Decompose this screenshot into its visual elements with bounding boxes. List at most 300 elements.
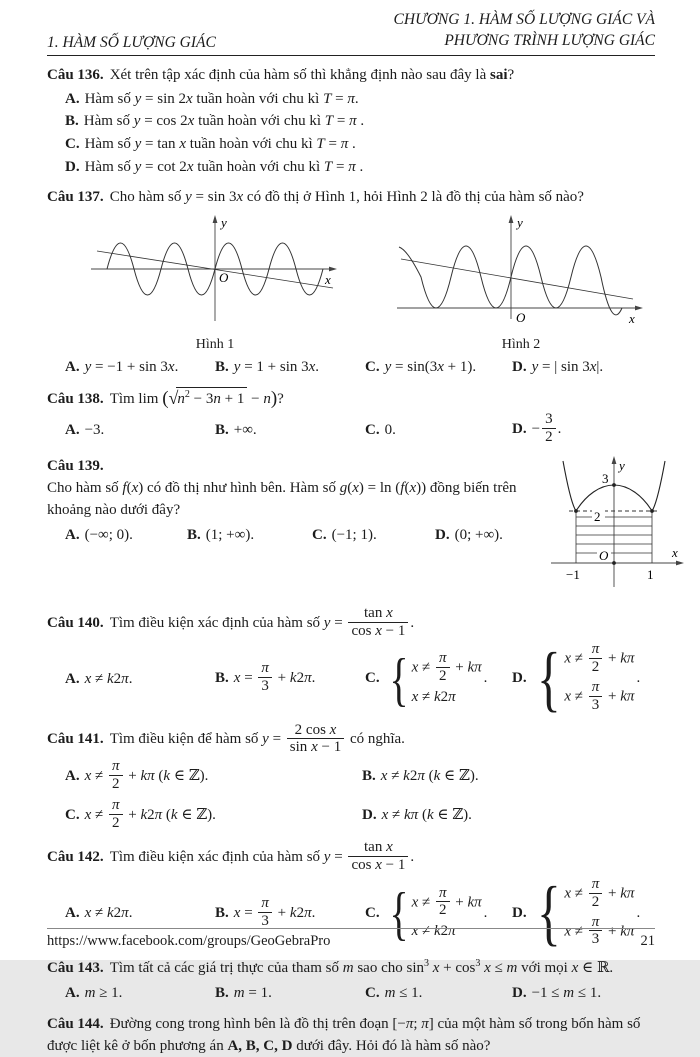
option-label: A. bbox=[65, 767, 80, 784]
options-list bbox=[47, 523, 529, 547]
math-var: kπ bbox=[140, 767, 155, 784]
text-run: 2 bbox=[545, 429, 553, 446]
math-var: m bbox=[384, 985, 396, 1002]
text-run: ≠ bbox=[91, 806, 107, 823]
text-run: = bbox=[332, 158, 349, 175]
option-label: A. bbox=[65, 905, 80, 922]
denominator bbox=[258, 912, 272, 930]
text-run: ≠ bbox=[571, 651, 587, 668]
option-label: C. bbox=[65, 806, 80, 823]
option-text bbox=[332, 527, 377, 543]
math-var: x bbox=[564, 885, 572, 902]
text-run: Tìm điều kiện xác định của hàm số bbox=[109, 614, 324, 631]
text-run: . bbox=[410, 849, 415, 866]
text-run: ≠ bbox=[388, 807, 404, 824]
math-var: y bbox=[262, 731, 269, 748]
option-text bbox=[382, 807, 472, 823]
math-var: π bbox=[417, 768, 425, 785]
figure-hinh-1 bbox=[87, 211, 343, 353]
math-var: x bbox=[571, 960, 579, 977]
y-axis-label: y bbox=[517, 215, 523, 231]
big-paren: ( bbox=[162, 388, 169, 410]
text-run: ? bbox=[277, 391, 284, 408]
math-var: k bbox=[107, 905, 114, 922]
numerator bbox=[436, 650, 450, 667]
text-run: có nghĩa. bbox=[346, 731, 405, 748]
fraction bbox=[109, 797, 123, 832]
math-var: π bbox=[261, 894, 269, 911]
text-run: = bbox=[240, 904, 257, 921]
bold-text: A, B, C, D bbox=[227, 1038, 293, 1055]
option-b bbox=[215, 981, 365, 1005]
option-label: D. bbox=[512, 669, 527, 686]
option-b bbox=[215, 418, 365, 442]
math-var: x bbox=[484, 960, 491, 977]
math-var: kπ bbox=[467, 659, 482, 676]
text-run: + bbox=[273, 904, 290, 921]
math-var: π bbox=[591, 913, 600, 930]
text-run: = bbox=[268, 731, 285, 748]
fraction bbox=[348, 839, 408, 874]
math-var: k bbox=[140, 806, 148, 823]
fraction bbox=[287, 722, 344, 757]
text-run: với mọi bbox=[517, 960, 572, 977]
text-run: ( bbox=[154, 767, 164, 784]
question-text bbox=[109, 839, 415, 874]
math-var: x bbox=[167, 359, 175, 376]
text-run: 2 bbox=[112, 814, 120, 831]
figures-row bbox=[47, 208, 655, 353]
math-var: x bbox=[233, 904, 241, 921]
text-run: . bbox=[356, 113, 365, 130]
math-var: x bbox=[233, 669, 241, 686]
option-a bbox=[65, 523, 187, 547]
text-run: dưới đây. Hỏi đó là hàm số nào? bbox=[292, 1038, 491, 1055]
text-run: = 1. bbox=[244, 985, 272, 1002]
option-text bbox=[234, 422, 257, 438]
math-var: x bbox=[236, 189, 244, 206]
numerator bbox=[258, 895, 272, 912]
math-var: x bbox=[84, 767, 92, 784]
numerator bbox=[436, 885, 450, 902]
question-stem bbox=[47, 606, 655, 641]
cases-rows bbox=[564, 642, 634, 714]
math-var: x bbox=[589, 359, 597, 376]
text-run: Xét trên tập xác định của hàm số thì khẳng định nào sau đây là bbox=[109, 66, 490, 83]
text-run: + bbox=[604, 688, 621, 705]
text-run: = bbox=[333, 113, 350, 130]
text-run: ] của một hàm số trong bốn hàm số được liệt kê ở bốn phương án bbox=[47, 1016, 641, 1055]
figure-q139 bbox=[539, 453, 691, 596]
option-text bbox=[85, 359, 179, 375]
option-a bbox=[65, 667, 215, 691]
option-label: D. bbox=[512, 904, 527, 921]
option-label: D. bbox=[435, 526, 450, 543]
text-run: = sin 3 bbox=[191, 189, 237, 206]
numerator bbox=[542, 411, 556, 428]
x-axis-arrow bbox=[635, 306, 643, 311]
sine-graph-hinh2 bbox=[393, 211, 649, 331]
option-c bbox=[65, 798, 362, 833]
y-value-3: 3 bbox=[602, 470, 609, 486]
math-var: kπ bbox=[620, 923, 635, 940]
option-c bbox=[365, 981, 512, 1005]
fraction bbox=[436, 885, 450, 920]
option-c bbox=[365, 355, 512, 379]
option-text bbox=[531, 411, 562, 446]
text-run: Hàm số bbox=[84, 158, 135, 175]
option-label: D. bbox=[512, 420, 527, 437]
text-run: 2 bbox=[147, 806, 155, 823]
option-a bbox=[65, 355, 215, 379]
math-var: k bbox=[434, 923, 441, 940]
option-label: D. bbox=[512, 985, 527, 1002]
option-label: B. bbox=[362, 768, 376, 785]
question-number: Câu 140. bbox=[47, 614, 104, 631]
text-run: ≠ bbox=[418, 688, 434, 705]
text-run: −3. bbox=[84, 421, 105, 438]
text-run: − 3 bbox=[189, 391, 214, 408]
option-d bbox=[512, 412, 655, 447]
text-run: sin bbox=[289, 739, 312, 756]
text-run: 2 bbox=[113, 670, 122, 687]
text-run: ( bbox=[404, 479, 410, 496]
cases-row bbox=[412, 651, 482, 686]
denominator bbox=[436, 901, 450, 919]
question-stem bbox=[47, 1013, 655, 1057]
option-text bbox=[85, 136, 356, 152]
text-run: ) có đồ thị như hình bên. Hàm số bbox=[138, 479, 340, 496]
option-label: C. bbox=[365, 421, 380, 438]
text-run: ≤ 1. bbox=[574, 985, 602, 1002]
option-text bbox=[85, 905, 133, 921]
cases-row bbox=[412, 689, 482, 706]
option-label: A. bbox=[65, 359, 80, 376]
text-run: tuần hoàn với chu kì bbox=[185, 136, 317, 153]
math-var: y bbox=[134, 158, 142, 175]
numerator bbox=[287, 722, 344, 739]
option-label: D. bbox=[362, 807, 377, 824]
text-run: − 1 bbox=[381, 857, 406, 874]
text-run: ≠ bbox=[91, 670, 107, 687]
denominator bbox=[348, 856, 408, 874]
option-d bbox=[512, 638, 655, 719]
math-var: n bbox=[213, 391, 221, 408]
text-run: 3 bbox=[591, 696, 600, 713]
text-run: = bbox=[240, 669, 257, 686]
option-b bbox=[215, 661, 365, 696]
radicand bbox=[176, 387, 247, 410]
option-text bbox=[84, 758, 209, 792]
option-text bbox=[233, 894, 316, 929]
option-a bbox=[65, 759, 362, 794]
text-run: 2 bbox=[112, 775, 120, 792]
question-number: Câu 138. bbox=[47, 391, 104, 408]
options-list bbox=[47, 412, 655, 447]
text-run: + 1 bbox=[220, 391, 245, 408]
text-run: . bbox=[311, 669, 316, 686]
option-label: C. bbox=[65, 136, 80, 153]
question-stem bbox=[47, 186, 655, 208]
math-var: y bbox=[323, 849, 331, 866]
option-a bbox=[65, 981, 215, 1005]
math-var: y bbox=[134, 136, 142, 153]
math-var: π bbox=[591, 679, 600, 695]
text-run: ( bbox=[418, 807, 427, 824]
math-var: π bbox=[304, 669, 312, 686]
math-var: y bbox=[531, 359, 539, 376]
text-run: ∈ ℤ). bbox=[433, 807, 472, 824]
math-var: x bbox=[375, 857, 382, 874]
math-var: x bbox=[386, 839, 393, 856]
question-stem bbox=[47, 387, 655, 410]
text-run: )) đồng biến trên khoảng nào dưới đây? bbox=[47, 479, 517, 518]
math-var: T bbox=[323, 90, 332, 107]
math-var: x bbox=[131, 479, 139, 496]
option-text bbox=[532, 985, 602, 1001]
text-run: 2 bbox=[440, 923, 449, 940]
x-value-neg1: −1 bbox=[566, 566, 580, 582]
option-text bbox=[234, 985, 272, 1001]
text-run: = cos 2 bbox=[140, 113, 188, 130]
question-number: Câu 143. bbox=[47, 960, 104, 977]
text-run: 3 bbox=[591, 931, 600, 948]
option-label: C. bbox=[365, 985, 380, 1002]
math-var: m bbox=[506, 960, 518, 977]
text-run: |. bbox=[596, 359, 604, 376]
math-var: x bbox=[185, 90, 193, 107]
math-var: f bbox=[122, 479, 127, 496]
text-run: Tìm điều kiện để hàm số bbox=[109, 731, 263, 748]
option-label: A. bbox=[65, 421, 80, 438]
sine-curve bbox=[399, 246, 622, 315]
math-var: x bbox=[186, 158, 194, 175]
math-var: k bbox=[170, 806, 178, 823]
option-label: B. bbox=[187, 526, 201, 543]
text-run: ≠ bbox=[418, 894, 434, 911]
text-run: + bbox=[604, 923, 621, 940]
text-run: . bbox=[355, 158, 364, 175]
math-var: kπ bbox=[620, 885, 635, 902]
option-label: A. bbox=[65, 670, 80, 687]
numerator bbox=[109, 797, 123, 814]
math-var: k bbox=[426, 807, 434, 824]
option-text bbox=[385, 645, 488, 712]
x-axis-arrow bbox=[676, 560, 684, 565]
math-var: n bbox=[177, 391, 185, 408]
cases-row bbox=[564, 877, 634, 912]
superscript: 3 bbox=[475, 958, 481, 970]
y-value-2: 2 bbox=[594, 508, 601, 524]
math-var: x bbox=[411, 659, 419, 676]
denominator bbox=[109, 814, 123, 832]
fraction bbox=[258, 660, 272, 695]
text-run: + 1). bbox=[443, 359, 477, 376]
cases-brace: { bbox=[388, 645, 409, 712]
numerator bbox=[258, 660, 272, 677]
text-run: ? bbox=[507, 66, 515, 83]
option-text bbox=[234, 359, 319, 375]
option-a bbox=[65, 901, 215, 925]
text-run: = sin(3 bbox=[391, 359, 438, 376]
text-run: = sin 2 bbox=[141, 90, 186, 107]
option-text bbox=[455, 527, 503, 543]
text-run: . bbox=[128, 905, 133, 922]
cases-group bbox=[387, 645, 482, 712]
text-run: ∈ ℤ). bbox=[170, 767, 209, 784]
x-axis-label: x bbox=[672, 544, 678, 560]
text-run: (−∞; 0). bbox=[84, 526, 133, 543]
question-text bbox=[47, 1016, 640, 1054]
numerator bbox=[589, 641, 603, 658]
options-list bbox=[47, 638, 655, 719]
question-number: Câu 142. bbox=[47, 849, 104, 866]
math-var: y bbox=[233, 359, 241, 376]
cases-row bbox=[564, 680, 634, 715]
text-run: = cot 2 bbox=[141, 158, 187, 175]
text-run: + bbox=[124, 767, 141, 784]
text-run: ≠ bbox=[91, 767, 107, 784]
math-var: y bbox=[384, 359, 392, 376]
math-var: T bbox=[323, 158, 333, 175]
text-run: 3 bbox=[545, 411, 553, 428]
option-d bbox=[512, 355, 655, 379]
text-run: = bbox=[324, 136, 341, 153]
text-run: = bbox=[331, 90, 348, 107]
text-run: ≤ bbox=[490, 960, 507, 977]
axes bbox=[397, 221, 637, 319]
text-run: (0; +∞). bbox=[454, 526, 503, 543]
math-var: π bbox=[347, 90, 355, 107]
option-label: B. bbox=[215, 904, 229, 921]
question-140 bbox=[47, 604, 655, 719]
text-run: + bbox=[604, 651, 621, 668]
question-text bbox=[109, 721, 405, 756]
text-run: tuần hoàn với chu kì bbox=[194, 113, 325, 130]
footer-url: https://www.facebook.com/groups/GeoGebraPro bbox=[47, 933, 331, 949]
fraction bbox=[589, 876, 603, 911]
y-axis-arrow bbox=[612, 456, 617, 464]
axes bbox=[91, 221, 331, 321]
text-run: ≠ bbox=[418, 659, 434, 676]
math-var: x bbox=[381, 807, 389, 824]
question-number: Câu 139. bbox=[47, 457, 104, 474]
text-run: ( bbox=[424, 768, 434, 785]
cases-brace: { bbox=[536, 872, 561, 954]
text-run: ≠ bbox=[571, 923, 587, 940]
text-run: ≠ bbox=[571, 885, 587, 902]
option-label: A. bbox=[65, 90, 80, 107]
math-var: k bbox=[107, 670, 114, 687]
options-list bbox=[47, 981, 655, 1005]
option-d bbox=[512, 981, 655, 1005]
text-run: 2 bbox=[296, 904, 305, 921]
figure-caption: Hình 2 bbox=[501, 337, 541, 353]
math-var: y bbox=[134, 90, 142, 107]
text-run: 2 bbox=[113, 905, 122, 922]
text-run: . bbox=[410, 614, 415, 631]
math-var: x bbox=[411, 688, 419, 705]
math-var: n bbox=[263, 391, 271, 408]
cases-brace: { bbox=[388, 880, 409, 947]
option-label: A. bbox=[65, 985, 80, 1002]
text-run: Cho hàm số bbox=[47, 479, 123, 496]
text-run: ( bbox=[126, 479, 132, 496]
option-text bbox=[532, 872, 641, 954]
option-b bbox=[187, 523, 312, 547]
text-run: = 1 + sin 3 bbox=[240, 359, 309, 376]
math-var: x bbox=[564, 923, 572, 940]
math-var: π bbox=[348, 158, 356, 175]
math-var: y bbox=[185, 189, 192, 206]
option-label: B. bbox=[215, 669, 229, 686]
options-list bbox=[47, 88, 655, 178]
question-text bbox=[47, 480, 517, 518]
math-var: x bbox=[386, 604, 393, 621]
math-var: x bbox=[84, 670, 92, 687]
options-list bbox=[47, 759, 655, 832]
option-text bbox=[233, 660, 316, 694]
text-run: + bbox=[124, 806, 141, 823]
cases-row bbox=[412, 886, 482, 921]
text-run: = | sin 3 bbox=[538, 359, 590, 376]
text-run: . bbox=[636, 904, 641, 921]
math-var: kπ bbox=[620, 651, 635, 668]
math-var: π bbox=[112, 758, 120, 775]
option-text bbox=[385, 985, 423, 1001]
math-var: π bbox=[405, 1016, 414, 1033]
math-var: m bbox=[342, 960, 354, 977]
question-text bbox=[109, 388, 284, 410]
text-run: cos bbox=[351, 622, 376, 639]
option-label: C. bbox=[365, 904, 380, 921]
figure-caption: Hình 1 bbox=[195, 337, 235, 353]
math-var: π bbox=[304, 904, 312, 921]
text-run: 0. bbox=[384, 421, 396, 438]
math-var: π bbox=[439, 884, 447, 901]
math-var: x bbox=[411, 894, 419, 911]
text-run: Cho hàm số bbox=[109, 189, 186, 206]
math-var: x bbox=[352, 479, 359, 496]
text-run: 2 bbox=[409, 768, 418, 785]
text-run: Hàm số bbox=[83, 113, 134, 130]
math-var: x bbox=[311, 739, 318, 756]
math-var: π bbox=[340, 136, 349, 153]
cases-group bbox=[534, 638, 635, 719]
radical-sign: √ bbox=[168, 388, 179, 409]
fraction bbox=[258, 895, 272, 930]
options-list bbox=[47, 355, 655, 379]
text-run: . bbox=[128, 670, 133, 687]
option-text bbox=[85, 527, 133, 543]
math-var: T bbox=[316, 136, 325, 153]
option-label: D. bbox=[65, 158, 80, 175]
text-run: có đồ thị ở Hình 1, hỏi Hình 2 là đồ thị của hàm số nào? bbox=[243, 189, 584, 206]
fraction bbox=[589, 641, 603, 676]
option-label: B. bbox=[215, 359, 229, 376]
math-var: x bbox=[308, 359, 316, 376]
text-run: 3 bbox=[261, 912, 269, 929]
page-header bbox=[47, 10, 655, 56]
text-run: . bbox=[636, 669, 641, 686]
text-run: 3 bbox=[261, 678, 269, 694]
x-axis-label: x bbox=[629, 311, 635, 327]
math-var: x bbox=[564, 688, 572, 705]
text-run: −1 ≤ bbox=[531, 985, 564, 1002]
question-number: Câu 137. bbox=[47, 189, 104, 206]
figure-hinh-2 bbox=[393, 211, 649, 353]
math-var: x bbox=[375, 622, 382, 639]
